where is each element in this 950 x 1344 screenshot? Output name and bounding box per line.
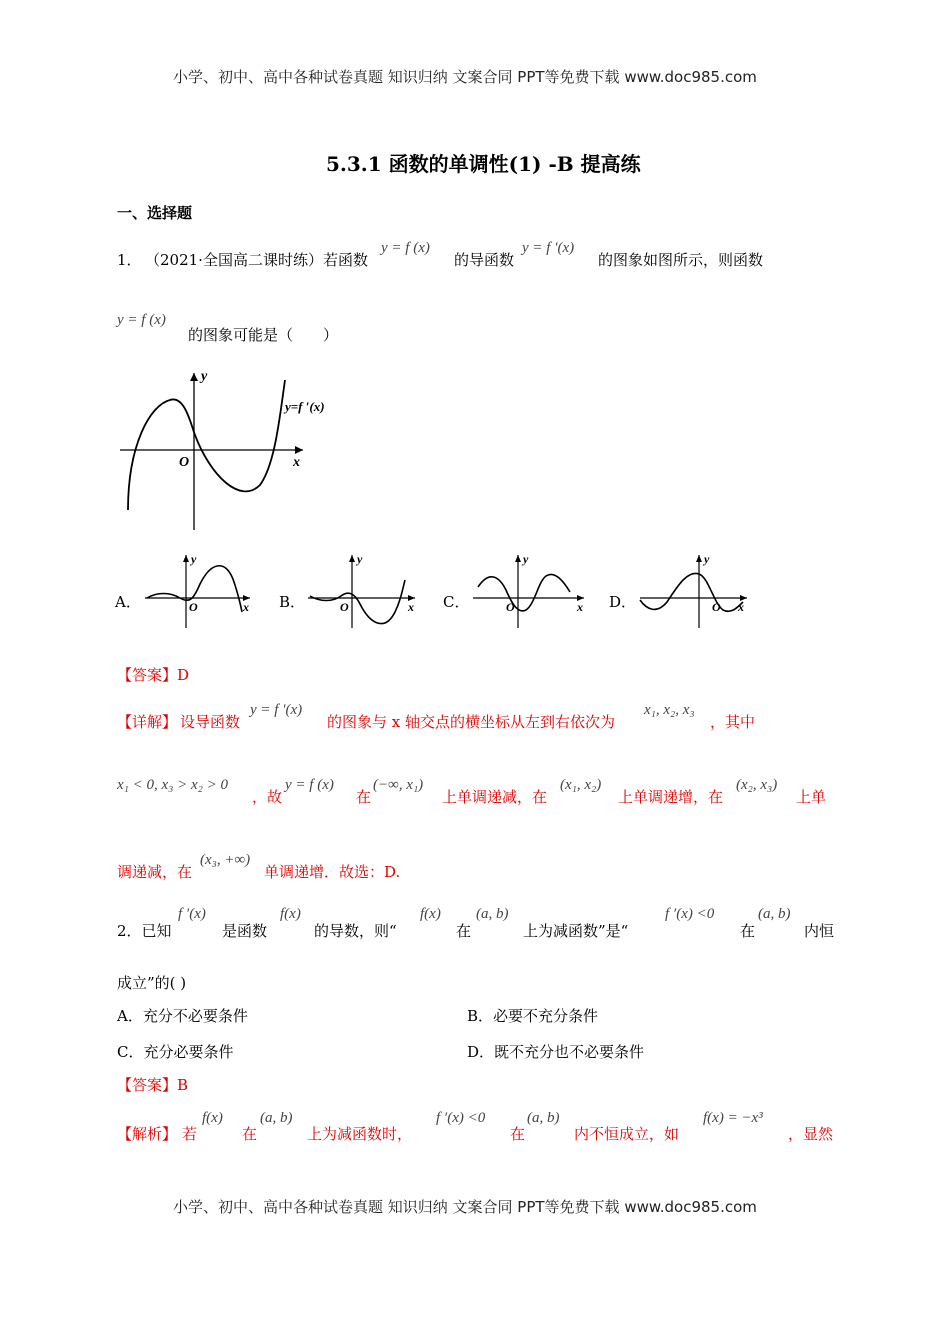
q1-explain-math: y = f (x) <box>285 777 334 793</box>
axis-y-label: y <box>357 552 363 566</box>
origin-label: O <box>712 600 721 614</box>
q1-explain-text: 的图象与 x 轴交点的横坐标从左到右依次为 <box>327 713 615 731</box>
q1-explain-math: (x₂, x₃) <box>736 777 778 793</box>
q1-explain-text: 设导函数 <box>180 713 241 731</box>
q2-math: f(x) <box>280 906 301 922</box>
q2-explain-tag: 【解析】 <box>117 1125 178 1143</box>
q2-answer: 【答案】B <box>117 1076 189 1094</box>
q2-math: (a, b) <box>476 906 509 922</box>
q2-text: 内恒 <box>804 922 835 940</box>
q1-explain-tag: 【详解】 <box>117 713 178 731</box>
q2-text: 在 <box>456 922 472 940</box>
q1-text: 的图象可能是（ ） <box>188 326 339 344</box>
origin-label: O <box>506 600 515 614</box>
section-heading: 一、选择题 <box>117 204 193 222</box>
q1-explain-math: y = f ′(x) <box>250 702 303 718</box>
q2-text: 在 <box>740 922 756 940</box>
option-b-label[interactable]: B． <box>279 593 306 611</box>
q1-math-fx: y = f (x) <box>381 240 430 256</box>
page-title: 5.3.1 函数的单调性(1) -B 提高练 <box>326 152 641 176</box>
q2-explain-text: 在 <box>510 1125 526 1143</box>
q2-math: (a, b) <box>758 906 791 922</box>
q2-explain-text: 内不恒成立，如 <box>574 1125 680 1143</box>
q1-explain-text: 上单调递减，在 <box>442 788 548 806</box>
axis-x-label: x <box>293 455 300 470</box>
q2-number: 2．已知 <box>117 922 172 940</box>
q1-explain-text: 上单调递增，在 <box>618 788 724 806</box>
q2-text: 上为减函数”是“ <box>523 922 629 940</box>
q2-option-b[interactable]: B．必要不充分条件 <box>467 1007 599 1025</box>
q1-explain-math: (−∞, x₁) <box>373 777 424 793</box>
q1-explain-text: ，其中 <box>710 713 756 731</box>
axis-y-label: y <box>704 552 710 566</box>
q1-number: 1． <box>117 251 142 269</box>
axis-x-label: x <box>408 600 414 614</box>
option-c-label[interactable]: C． <box>443 593 470 611</box>
q1-explain-text: 调递减，在 <box>117 863 193 881</box>
q2-option-d[interactable]: D．既不充分也不必要条件 <box>467 1043 645 1061</box>
option-c-graph[interactable] <box>470 552 590 630</box>
page-footer: 小学、初中、高中各种试卷真题 知识归纳 文案合同 PPT等免费下载 www.doc985.com <box>173 1198 757 1216</box>
q2-text: 的导数，则“ <box>314 922 397 940</box>
axis-x-label: x <box>243 600 249 614</box>
q2-explain-text: 若 <box>182 1125 198 1143</box>
q2-math: f(x) <box>420 906 441 922</box>
q1-explain-text: ，故 <box>252 788 283 806</box>
q1-explain-math: (x₁, x₂) <box>560 777 602 793</box>
q2-text: 是函数 <box>222 922 268 940</box>
axis-y-label: y <box>201 369 208 384</box>
option-b-graph[interactable] <box>305 552 423 630</box>
axis-y-label: y <box>191 552 197 566</box>
q1-explain-text: 在 <box>356 788 372 806</box>
q1-text: 的导函数 <box>454 251 515 269</box>
axis-y-label: y <box>523 552 529 566</box>
axis-x-label: x <box>577 600 583 614</box>
origin-label: O <box>340 600 349 614</box>
q1-text: 的图象如图所示，则函数 <box>598 251 764 269</box>
q2-explain-math: f ′(x) <0 <box>436 1110 486 1126</box>
q2-math: f ′(x) <0 <box>665 906 715 922</box>
q2-explain-math: (a, b) <box>260 1110 293 1126</box>
axis-x-label: x <box>738 600 744 614</box>
q2-explain-math: f(x) = −x³ <box>703 1110 763 1126</box>
option-d-label[interactable]: D． <box>609 593 637 611</box>
q2-option-c[interactable]: C．充分必要条件 <box>117 1043 234 1061</box>
q2-text: 成立”的( ) <box>117 974 187 992</box>
q1-explain-text: 单调递增．故选：D. <box>264 863 401 881</box>
q2-explain-text: 在 <box>242 1125 258 1143</box>
q2-explain-text: 上为减函数时， <box>307 1125 413 1143</box>
q2-option-a[interactable]: A．充分不必要条件 <box>117 1007 248 1025</box>
q1-explain-math: x₁ < 0, x₃ > x₂ > 0 <box>117 777 228 793</box>
page-header: 小学、初中、高中各种试卷真题 知识归纳 文案合同 PPT等免费下载 www.doc985.com <box>173 68 757 86</box>
q2-explain-math: f(x) <box>202 1110 223 1126</box>
option-a-graph[interactable] <box>142 552 260 630</box>
q2-explain-text: ，显然 <box>788 1125 834 1143</box>
q1-source: （2021·全国高二课时练）若函数 <box>145 251 368 269</box>
origin-label: O <box>179 455 190 470</box>
q1-explain-math: x₁, x₂, x₃ <box>644 702 695 718</box>
origin-label: O <box>189 600 198 614</box>
q2-explain-math: (a, b) <box>527 1110 560 1126</box>
q1-math-fpx: y = f ′(x) <box>522 240 575 256</box>
curve-label: y=f ′(x) <box>285 399 325 414</box>
derivative-graph <box>115 365 345 535</box>
q1-answer: 【答案】D <box>117 666 190 684</box>
q2-math: f ′(x) <box>178 906 206 922</box>
q1-explain-text: 上单 <box>796 788 827 806</box>
option-a-label[interactable]: A． <box>115 593 141 611</box>
q1-explain-math: (x₃, +∞) <box>200 852 251 868</box>
option-d-graph[interactable] <box>637 552 755 630</box>
q1-math-fx: y = f (x) <box>117 312 166 328</box>
